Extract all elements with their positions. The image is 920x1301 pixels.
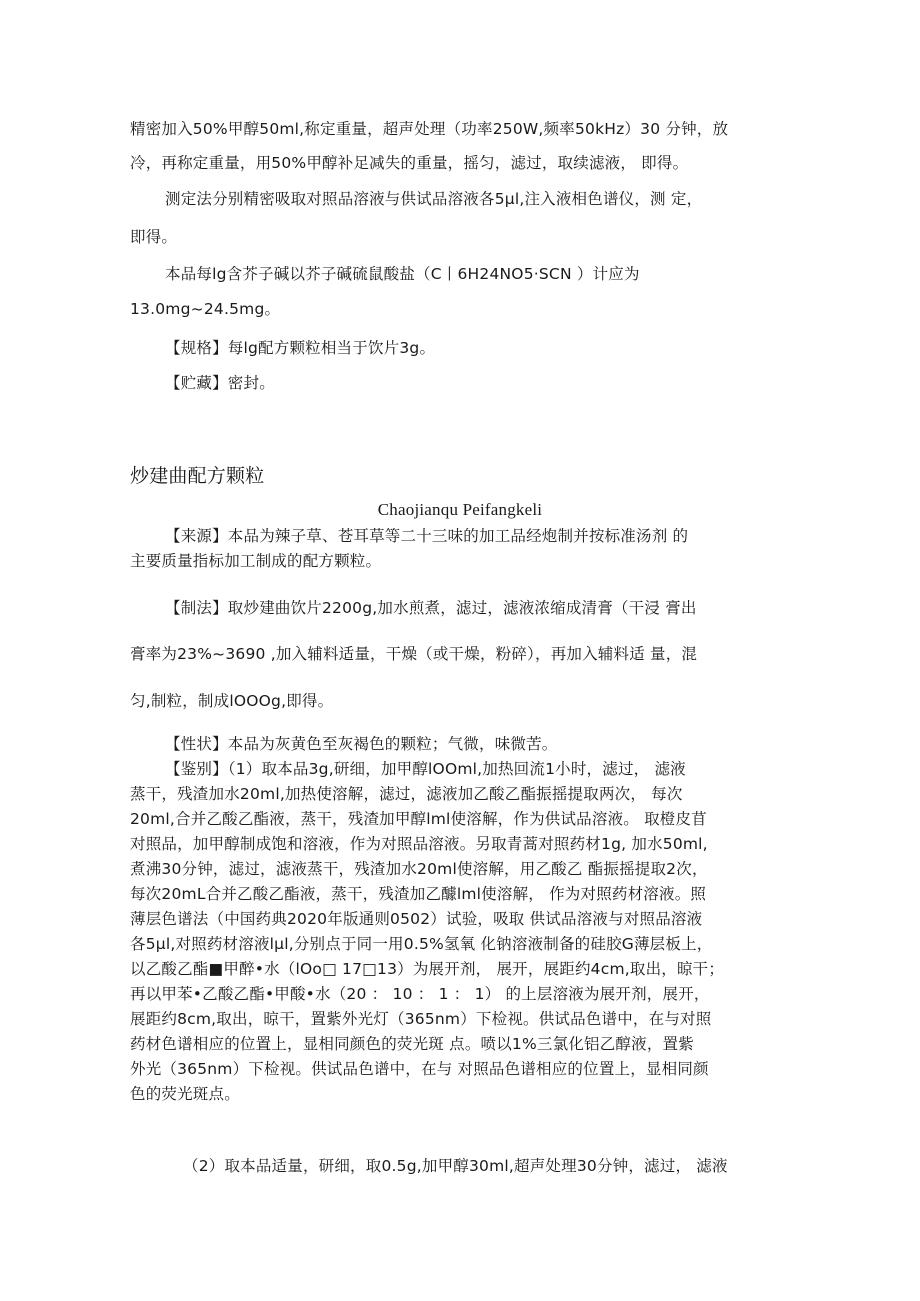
text-line: 以乙酸乙酯■甲醉•水（lOo□ 17□13）为展开剂， 展开，展距约4cm,取出，晾干；: [130, 960, 725, 978]
text-line: 匀,制粒，制成lOOOg,即得。: [130, 692, 334, 710]
text-line: 20ml,合并乙酸乙酯液，蒸干，残渣加甲醇lml使溶解，作为供试品溶液。 取橙皮苜: [130, 810, 707, 828]
spec-line: 【规格】每lg配方颗粒相当于饮片3g。: [165, 339, 436, 357]
source-line: 【来源】本品为辣子草、苍耳草等二十三味的加工品经炮制并按标准汤剂 的: [165, 527, 689, 545]
text-line: 煮沸30分钟，滤过，滤液蒸干，残渣加水20ml使溶解，用乙酸乙 酯振摇提取2次，: [130, 860, 708, 878]
text-line: 即得。: [130, 228, 178, 246]
text-line: 色的荧光斑点。: [130, 1085, 240, 1103]
text-line: 各5μl,对照药材溶液lμl,分别点于同一用0.5%氢氧 化钠溶液制备的硅胶G薄层板上，: [130, 935, 713, 953]
text-line: 展距约8cm,取出，晾干，置紫外光灯（365nm）下检视。供试品色谱中，在与对照: [130, 1010, 712, 1028]
text-line: 精密加入50%甲醇50ml,称定重量，超声处理（功率250W,频率50kHz）30 分钟，放: [130, 120, 729, 138]
identification-line: 【鉴别】（1）取本品3g,研细，加甲醇lOOml,加热回流1小时，滤过， 滤液: [165, 760, 686, 778]
text-line: 薄层色谱法（中国药典2020年版通则0502）试验，吸取 供试品溶液与对照品溶液: [130, 910, 703, 928]
storage-line: 【贮藏】密封。: [165, 374, 275, 392]
text-line: 主要质量指标加工制成的配方颗粒。: [130, 552, 382, 570]
section-title: 炒建曲配方颗粒: [130, 465, 265, 487]
text-line: 测定法分别精密吸取对照品溶液与供试品溶液各5μl,注入液相色谱仪，测 定，: [165, 190, 703, 208]
text-line: 13.0mg~24.5mg。: [130, 300, 281, 318]
text-line: 冷，再称定重量，用50%甲醇补足减失的重量，摇匀，滤过，取续滤液， 即得。: [130, 154, 689, 172]
method-line: 【制法】取炒建曲饮片2200g,加水煎煮，滤过，滤液浓缩成清膏（干浸 膏出: [165, 599, 697, 617]
identification-2-line: （2）取本品适量，研细，取0.5g,加甲醇30ml,超声处理30分钟，滤过， 滤液: [183, 1157, 728, 1175]
text-line: 膏率为23%~3690 ,加入辅料适量，干燥（或干燥，粉碎），再加入辅料适 量，混: [130, 645, 698, 663]
text-line: 本品每lg含芥子碱以芥子碱硫鼠酸盐（C丨6H24NO5·SCN ）计应为: [165, 265, 640, 283]
section-subtitle: Chaojianqu Peifangkeli: [377, 500, 543, 519]
character-line: 【性状】本品为灰黄色至灰褐色的颗粒；气微，味微苦。: [165, 735, 558, 753]
text-line: 药材色谱相应的位置上，显相同颜色的荧光斑 点。喷以1%三氯化铝乙醇液，置紫: [130, 1035, 694, 1053]
text-line: 再以甲苯•乙酸乙酯•甲酸•水（20 ： 10 ： 1 ： 1） 的上层溶液为展开剂，展开，: [130, 985, 710, 1003]
text-line: 每次20mL合并乙酸乙酯液，蒸干，残渣加乙醵lml使溶解， 作为对照药材溶液。照: [130, 885, 707, 903]
text-line: 外光（365nm）下检视。供试品色谱中，在与 对照品色谱相应的位置上，显相同颜: [130, 1060, 709, 1078]
text-line: 对照品，加甲醇制成饱和溶液，作为对照品溶液。另取青蒿对照药材1g, 加水50ml,: [130, 835, 708, 853]
text-line: 蒸干，残渣加水20ml,加热使溶解，滤过，滤液加乙酸乙酯振摇提取两次， 每次: [130, 785, 683, 803]
